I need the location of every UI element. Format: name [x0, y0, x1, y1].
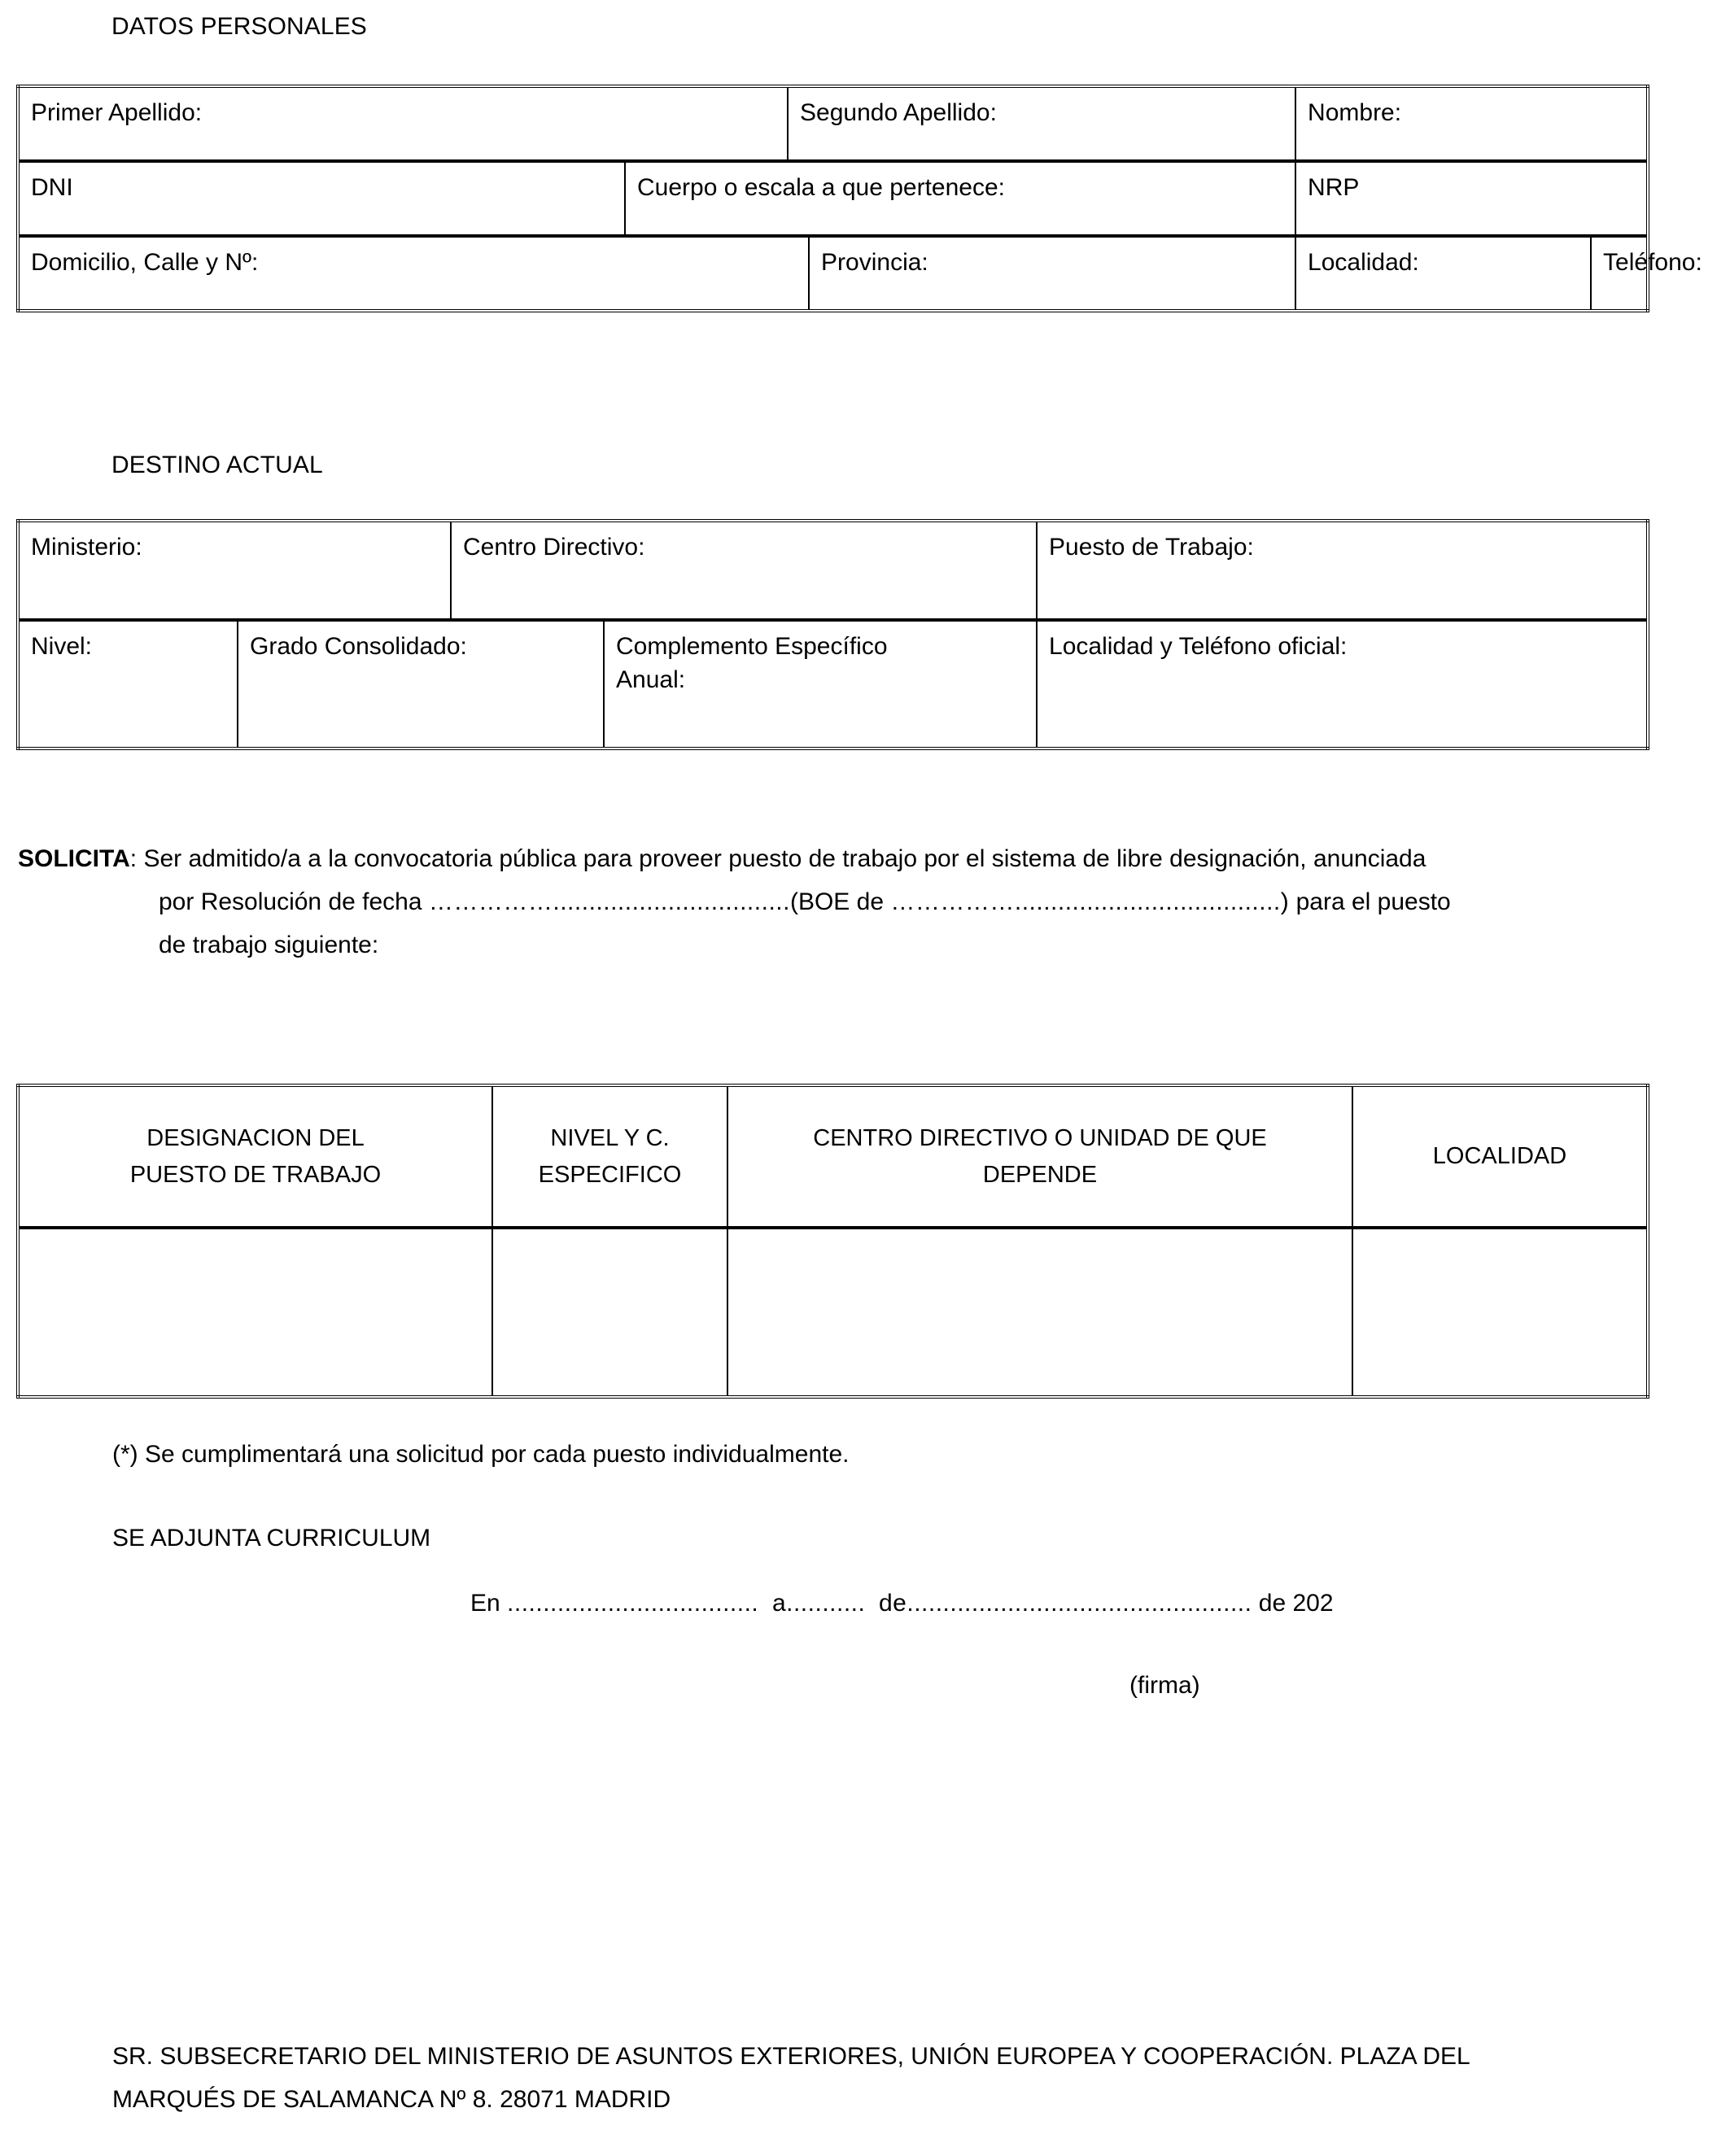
- cell-domicilio[interactable]: Domicilio, Calle y Nº:: [18, 236, 809, 311]
- cell-dni[interactable]: DNI: [18, 161, 625, 236]
- destino-actual-heading: DESTINO ACTUAL: [111, 452, 323, 478]
- cell-nombre[interactable]: Nombre:: [1295, 86, 1648, 161]
- header-centro-line-2: DEPENDE: [982, 1161, 1098, 1188]
- personal-row-3: [18, 236, 1648, 311]
- cell-nivel[interactable]: Nivel:: [18, 620, 238, 748]
- cell-complemento-especifico[interactable]: [604, 620, 1037, 748]
- date-mes-dots[interactable]: de................................................: [879, 1590, 1252, 1617]
- cell-segundo-apellido[interactable]: Segundo Apellido:: [788, 86, 1295, 161]
- solicita-line-3: de trabajo siguiente:: [159, 932, 379, 958]
- destino-row-1: [18, 521, 1648, 620]
- cell-puesto-trabajo[interactable]: Puesto de Trabajo:: [1037, 521, 1648, 620]
- date-line: [470, 1585, 1334, 1621]
- date-dia-dots[interactable]: a...........: [771, 1590, 866, 1617]
- header-nivel-especifico: [492, 1085, 727, 1228]
- cell-provincia[interactable]: Provincia:: [809, 236, 1295, 311]
- complemento-line-1: Complemento Específico: [616, 633, 888, 660]
- asterisk-note: (*) Se cumplimentará una solicitud por cada puesto individualmente.: [112, 1441, 850, 1468]
- cell-cuerpo-escala[interactable]: Cuerpo o escala a que pertenece:: [625, 161, 1295, 236]
- header-centro-line-1: CENTRO DIRECTIVO O UNIDAD DE QUE: [813, 1124, 1267, 1151]
- footer-line-2: MARQUÉS DE SALAMANCA Nº 8. 28071 MADRID: [112, 2086, 671, 2113]
- header-designacion-line-2: PUESTO DE TRABAJO: [129, 1161, 382, 1188]
- personal-row-2: [18, 161, 1648, 236]
- solicita-boe-label: (BOE de: [789, 888, 885, 915]
- cell-telefono[interactable]: Teléfono:: [1591, 236, 1648, 311]
- table-row: [18, 1228, 1648, 1397]
- cell-localidad-telefono-oficial[interactable]: Localidad y Teléfono oficial:: [1037, 620, 1648, 748]
- cell-localidad-value[interactable]: [1352, 1228, 1648, 1397]
- personal-row-1: [18, 86, 1648, 161]
- destino-actual-table: [16, 519, 1649, 750]
- curriculum-note: SE ADJUNTA CURRICULUM: [112, 1525, 431, 1552]
- footer-address: [112, 2038, 1707, 2118]
- cell-ministerio[interactable]: Ministerio:: [18, 521, 451, 620]
- personal-data-table: [16, 85, 1702, 312]
- cell-grado-consolidado[interactable]: Grado Consolidado:: [238, 620, 604, 748]
- header-nivel-line-2: ESPECIFICO: [538, 1161, 682, 1188]
- cell-localidad[interactable]: Localidad:: [1295, 236, 1591, 311]
- date-lugar-dots[interactable]: ...................................: [507, 1590, 759, 1617]
- datos-personales-heading: DATOS PERSONALES: [111, 13, 367, 40]
- solicita-line-1-text: : Ser admitido/a a la convocatoria pública para proveer puesto de trabajo por el sistema de libre designación, anunciada: [129, 845, 1426, 872]
- puestos-header-row: [18, 1085, 1648, 1228]
- header-localidad-line-1: LOCALIDAD: [1432, 1143, 1567, 1170]
- header-nivel-line-1: NIVEL Y C.: [550, 1124, 670, 1151]
- header-localidad: [1352, 1085, 1648, 1228]
- solicita-fecha-label: por Resolución de fecha: [159, 888, 422, 915]
- destino-row-2: [18, 620, 1648, 748]
- puestos-table: [16, 1084, 1649, 1399]
- cell-designacion-value[interactable]: [18, 1228, 492, 1397]
- cell-nrp[interactable]: NRP: [1295, 161, 1648, 236]
- cell-centro-directivo[interactable]: Centro Directivo:: [451, 521, 1037, 620]
- footer-line-1: SR. SUBSECRETARIO DEL MINISTERIO DE ASUNTOS EXTERIORES, UNIÓN EUROPEA Y COOPERACIÓN. PLAZA DEL: [112, 2043, 1470, 2070]
- signature-label: (firma): [1129, 1672, 1200, 1699]
- solicita-boe-dots[interactable]: …………….....................................): [890, 888, 1290, 915]
- complemento-line-2: Anual:: [616, 666, 686, 694]
- header-centro-directivo-unidad: [727, 1085, 1352, 1228]
- solicita-line-1: [18, 840, 1719, 877]
- header-designacion-puesto: [18, 1085, 492, 1228]
- cell-primer-apellido[interactable]: Primer Apellido:: [18, 86, 788, 161]
- solicita-line-2: [159, 884, 1729, 920]
- date-en-label: En: [470, 1590, 500, 1617]
- solicita-line-2-tail: para el puesto: [1295, 888, 1451, 915]
- cell-nivel-value[interactable]: [492, 1228, 727, 1397]
- cell-centro-value[interactable]: [727, 1228, 1352, 1397]
- solicita-label: SOLICITA: [18, 845, 130, 872]
- date-year-prefix: de 202: [1258, 1590, 1334, 1617]
- solicita-paragraph: [18, 840, 1719, 877]
- solicita-fecha-dots[interactable]: …………….................................: [428, 888, 790, 915]
- header-designacion-line-1: DESIGNACION DEL: [146, 1124, 365, 1151]
